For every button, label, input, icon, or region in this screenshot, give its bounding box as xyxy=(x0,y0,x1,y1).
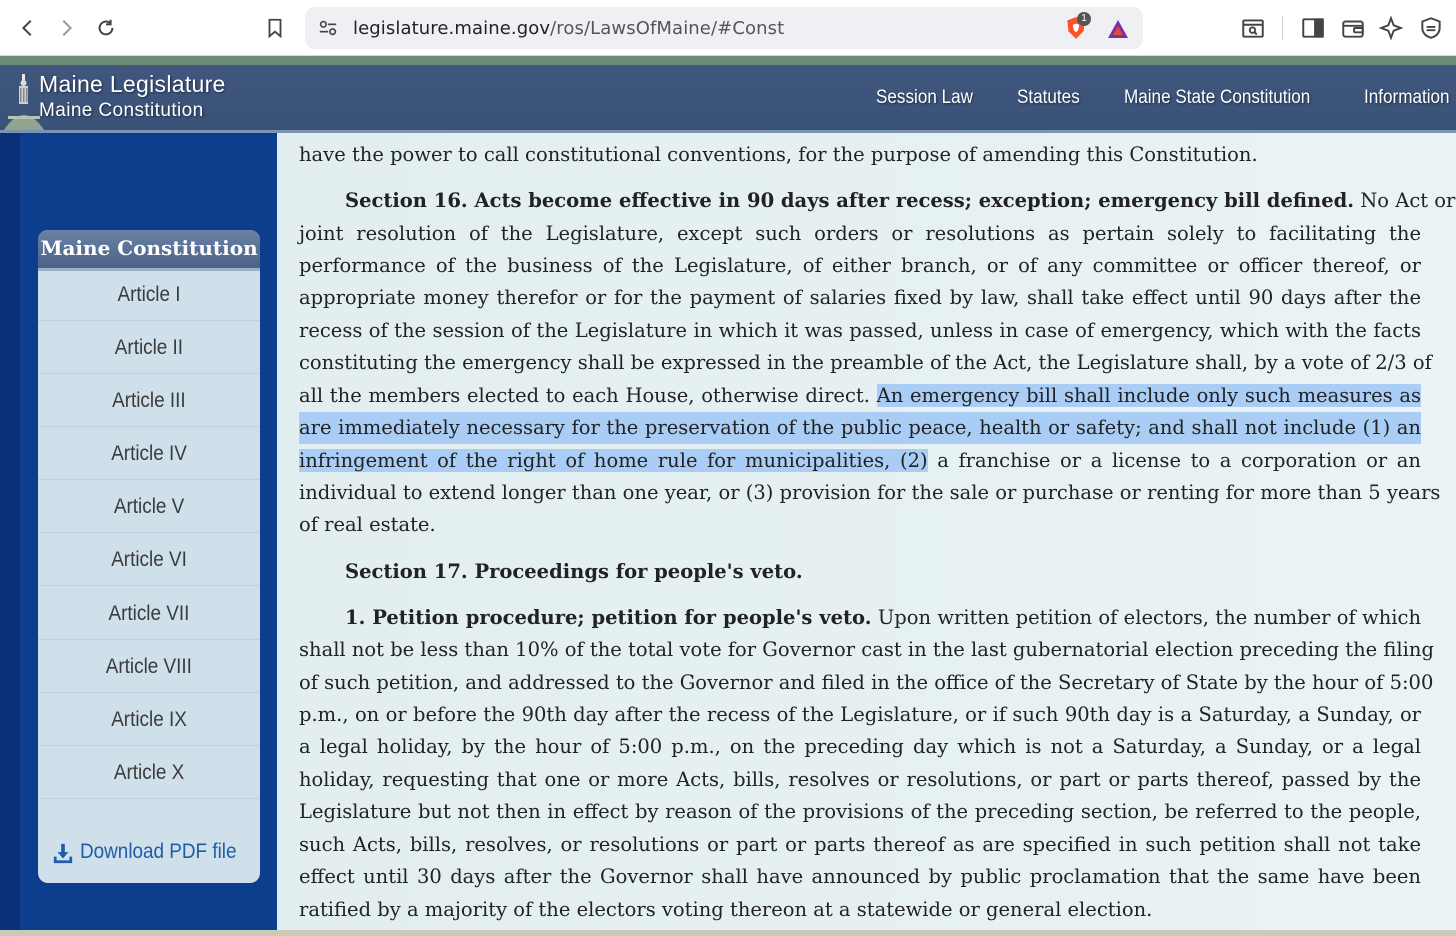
site-settings-icon[interactable] xyxy=(317,17,339,39)
back-button[interactable] xyxy=(14,14,42,42)
reload-icon xyxy=(95,17,117,39)
address-bar[interactable] xyxy=(305,7,1143,49)
nav-statutes[interactable]: Statutes xyxy=(1017,87,1080,108)
section-16-line: appropriate money therefor or for the payment of salaries fixed by law, shall take effect until 90 days after the xyxy=(299,286,1421,309)
sidebar-item-label: Article II xyxy=(114,336,184,359)
sidebar-item-article-9[interactable] xyxy=(38,693,260,746)
section-16-line: recess of the session of the Legislature in which it was passed, unless in case of emergency, which with the facts xyxy=(299,319,1421,342)
section-16-line: joint resolution of the Legislature, except such orders or resolutions as pertain solely to facilitating the xyxy=(299,222,1421,245)
sidebar-item-article-8[interactable] xyxy=(38,640,260,693)
section-17-line: of such petition, and addressed to the Governor and filed in the office of the Secretary of State by the hour of 5:00 xyxy=(299,671,1434,694)
forward-arrow-icon xyxy=(55,17,77,39)
sidebar-item-article-4[interactable] xyxy=(38,427,260,480)
sidebar-item-article-2[interactable] xyxy=(38,321,260,374)
section-17-line: ratified by a majority of the electors voting thereon at a statewide or general election. xyxy=(299,898,1153,921)
sidebar-item-label: Article IV xyxy=(111,442,187,465)
url-text[interactable] xyxy=(353,18,784,39)
subsection-1-heading: 1. Petition procedure; petition for people's veto. xyxy=(345,606,872,629)
vpn-shield-icon[interactable] xyxy=(1418,15,1444,41)
download-icon xyxy=(52,842,74,864)
page-bottom-edge xyxy=(0,930,1456,936)
wallet-icon[interactable] xyxy=(1340,15,1366,41)
section-15-tail: have the power to call constitutional conventions, for the purpose of amending this Constitution. xyxy=(299,143,1258,166)
section-17-line: such Acts, bills, resolves, or resolutions or part or parts thereof as are specified in such petition shall not take xyxy=(299,833,1421,856)
forward-button[interactable] xyxy=(52,14,80,42)
sidebar-item-label: Article V xyxy=(113,495,185,518)
reload-button[interactable] xyxy=(92,14,120,42)
bookmark-button[interactable] xyxy=(261,14,289,42)
nav-session-law[interactable]: Session Law xyxy=(876,87,973,108)
sidebar-item-article-3[interactable] xyxy=(38,374,260,427)
section-16-line xyxy=(299,445,1421,477)
browser-toolbar xyxy=(0,0,1456,56)
constitution-sidebar xyxy=(38,230,260,883)
section-16-text-start: No Act or xyxy=(1360,189,1456,212)
section-17-line: p.m., on or before the 90th day after the recess of the Legislature, or if such 90th day is a Saturday, a Sunday, or xyxy=(299,703,1421,726)
section-16-text: all the members elected to each House, otherwise direct. xyxy=(299,384,870,407)
sidebar-item-label: Article X xyxy=(113,761,185,784)
page-search-icon[interactable] xyxy=(1240,15,1266,41)
section-16-first-line xyxy=(345,185,1456,217)
selected-text[interactable]: are immediately necessary for the preservation of the public peace, health or safety; and shall not include (1) an xyxy=(299,412,1421,444)
brave-rewards-icon[interactable] xyxy=(1105,17,1131,41)
left-edge xyxy=(0,133,20,936)
sidebar-item-label: Article VII xyxy=(108,602,190,625)
shields-count-badge: 1 xyxy=(1077,12,1091,26)
section-17-line: Legislature but not then in effect by reason of the provisions of the preceding section, be referred to the people, xyxy=(299,800,1421,823)
sidebar-item-article-1[interactable] xyxy=(38,268,260,321)
section-16-line: performance of the business of the Legislature, of either branch, or of any committee or officer thereof, or xyxy=(299,254,1421,277)
back-arrow-icon xyxy=(17,17,39,39)
download-pdf-link[interactable] xyxy=(52,840,254,864)
section-16-line xyxy=(299,380,1421,412)
sidebar-item-label: Article IX xyxy=(111,708,187,731)
sidebar-item-label: Article III xyxy=(112,389,186,412)
nav-maine-state-constitution[interactable]: Maine State Constitution xyxy=(1124,87,1311,108)
site-subtitle: Maine Constitution xyxy=(39,100,204,121)
section-16-text: a franchise or a license to a corporation or an xyxy=(937,449,1421,472)
header-top-strip xyxy=(0,56,1456,65)
section-17-1-first-line xyxy=(345,602,1421,634)
sidebar-item-article-5[interactable] xyxy=(38,480,260,533)
sidebar-toggle-icon[interactable] xyxy=(1300,15,1326,41)
url-host: legislature.maine.gov xyxy=(353,18,551,39)
sidebar-heading: Maine Constitution xyxy=(38,230,260,268)
section-16-line: individual to extend longer than one year, or (3) provision for the sale or purchase or renting for more than 5 years xyxy=(299,481,1441,504)
sidebar-item-article-10[interactable] xyxy=(38,746,260,799)
bookmark-icon xyxy=(264,17,286,39)
section-17-heading: Section 17. Proceedings for people's veto. xyxy=(345,560,803,583)
sidebar-item-article-7[interactable] xyxy=(38,587,260,640)
section-16-line: constituting the emergency shall be expressed in the preamble of the Act, the Legislature shall, by a vote of 2/3 of xyxy=(299,351,1432,374)
site-title[interactable]: Maine Legislature xyxy=(39,71,226,97)
sidebar-item-label: Article VI xyxy=(111,548,187,571)
section-17-line: holiday, requesting that one or more Acts, bills, resolves or resolutions, or part or parts thereof, passed by the xyxy=(299,768,1421,791)
section-16-line: of real estate. xyxy=(299,513,436,536)
sidebar-item-label: Article VIII xyxy=(105,655,193,678)
section-17-line: shall not be less than 10% of the total vote for Governor cast in the last gubernatorial election preceding the filing xyxy=(299,638,1434,661)
subsection-1-text-start: Upon written petition of electors, the number of which xyxy=(877,606,1422,629)
url-path: /ros/LawsOfMaine/#Const xyxy=(550,18,785,39)
constitution-text xyxy=(277,133,1456,936)
toolbar-separator xyxy=(1282,16,1283,40)
selected-text[interactable]: infringement of the right of home rule for municipalities, (2) xyxy=(299,449,928,472)
selected-text[interactable]: An emergency bill shall include only such measures as xyxy=(876,384,1421,407)
sidebar-item-label: Article I xyxy=(117,283,181,306)
section-16-heading: Section 16. Acts become effective in 90 days after recess; exception; emergency bill defined. xyxy=(345,189,1355,212)
nav-information[interactable]: Information xyxy=(1364,87,1450,108)
section-17-line: a legal holiday, by the hour of 5:00 p.m., on the preceding day which is not a Saturday, a Sunday, or a legal xyxy=(299,735,1421,758)
download-pdf-label: Download PDF file xyxy=(80,840,237,863)
leo-ai-icon[interactable] xyxy=(1378,15,1404,41)
section-17-line: effect until 30 days after the Governor shall have announced by public proclamation that the same have been xyxy=(299,865,1421,888)
sidebar-item-article-6[interactable] xyxy=(38,533,260,586)
